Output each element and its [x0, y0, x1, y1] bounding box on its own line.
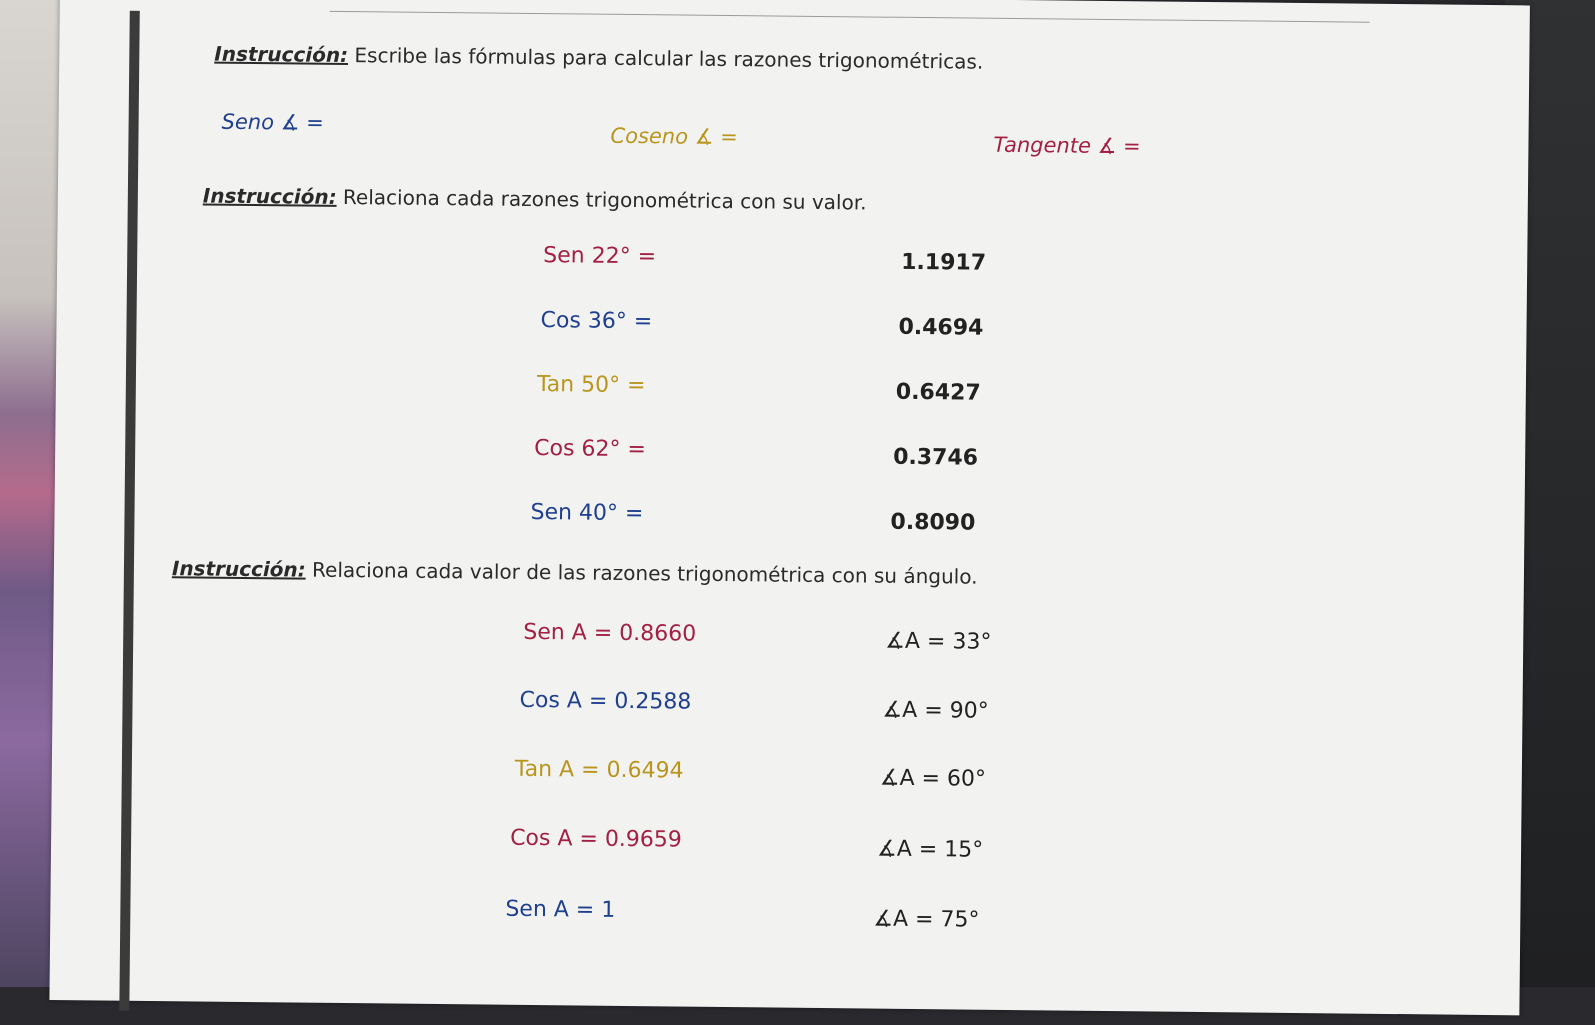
angle-value: ∡A = 60°: [879, 765, 987, 792]
instruction-3-heading: Instrucción:: [171, 556, 306, 582]
angle-value: ∡A = 75°: [873, 906, 980, 933]
instruction-2: [203, 184, 867, 215]
ratio-expression: Tan A = 0.6494: [514, 756, 684, 784]
trig-value: 0.3746: [893, 444, 979, 471]
trig-expression: Tan 50° =: [536, 372, 646, 399]
instruction-3: [172, 556, 978, 588]
ratio-expression: Cos A = 0.9659: [510, 825, 682, 853]
ratio-expression: Sen A = 1: [505, 896, 616, 923]
instruction-2-heading: Instrucción:: [202, 183, 337, 209]
trig-expression: Cos 36° =: [540, 308, 653, 335]
angle-value: ∡A = 15°: [876, 836, 984, 863]
worksheet-page: [49, 0, 1529, 1015]
top-rule: [330, 11, 1370, 23]
trig-value: 0.4694: [898, 314, 984, 341]
instruction-1: [214, 42, 983, 74]
instruction-1-heading: Instrucción:: [214, 41, 349, 68]
formula-coseno: Coseno ∡ =: [610, 123, 738, 150]
instruction-3-text: Relaciona cada valor de las razones trigonométrica con su ángulo.: [311, 557, 978, 589]
trig-value: 0.6427: [895, 379, 981, 406]
ratio-expression: Sen A = 0.8660: [523, 619, 697, 647]
instruction-2-text: Relaciona cada razones trigonométrica con su valor.: [342, 184, 867, 215]
trig-value: 1.1917: [901, 249, 987, 276]
instruction-1-text: Escribe las fórmulas para calcular las razones trigonométricas.: [354, 43, 984, 74]
angle-value: ∡A = 33°: [885, 628, 992, 655]
angle-value: ∡A = 90°: [882, 697, 989, 724]
trig-expression: Sen 22° =: [543, 243, 657, 270]
trig-value: 0.8090: [890, 509, 976, 536]
ratio-expression: Cos A = 0.2588: [519, 687, 692, 715]
formula-seno: Seno ∡ =: [221, 109, 324, 135]
binder-edge: [119, 11, 139, 1011]
formula-tangente: Tangente ∡ =: [993, 132, 1141, 159]
trig-expression: Sen 40° =: [530, 499, 644, 527]
trig-expression: Cos 62° =: [534, 435, 647, 463]
